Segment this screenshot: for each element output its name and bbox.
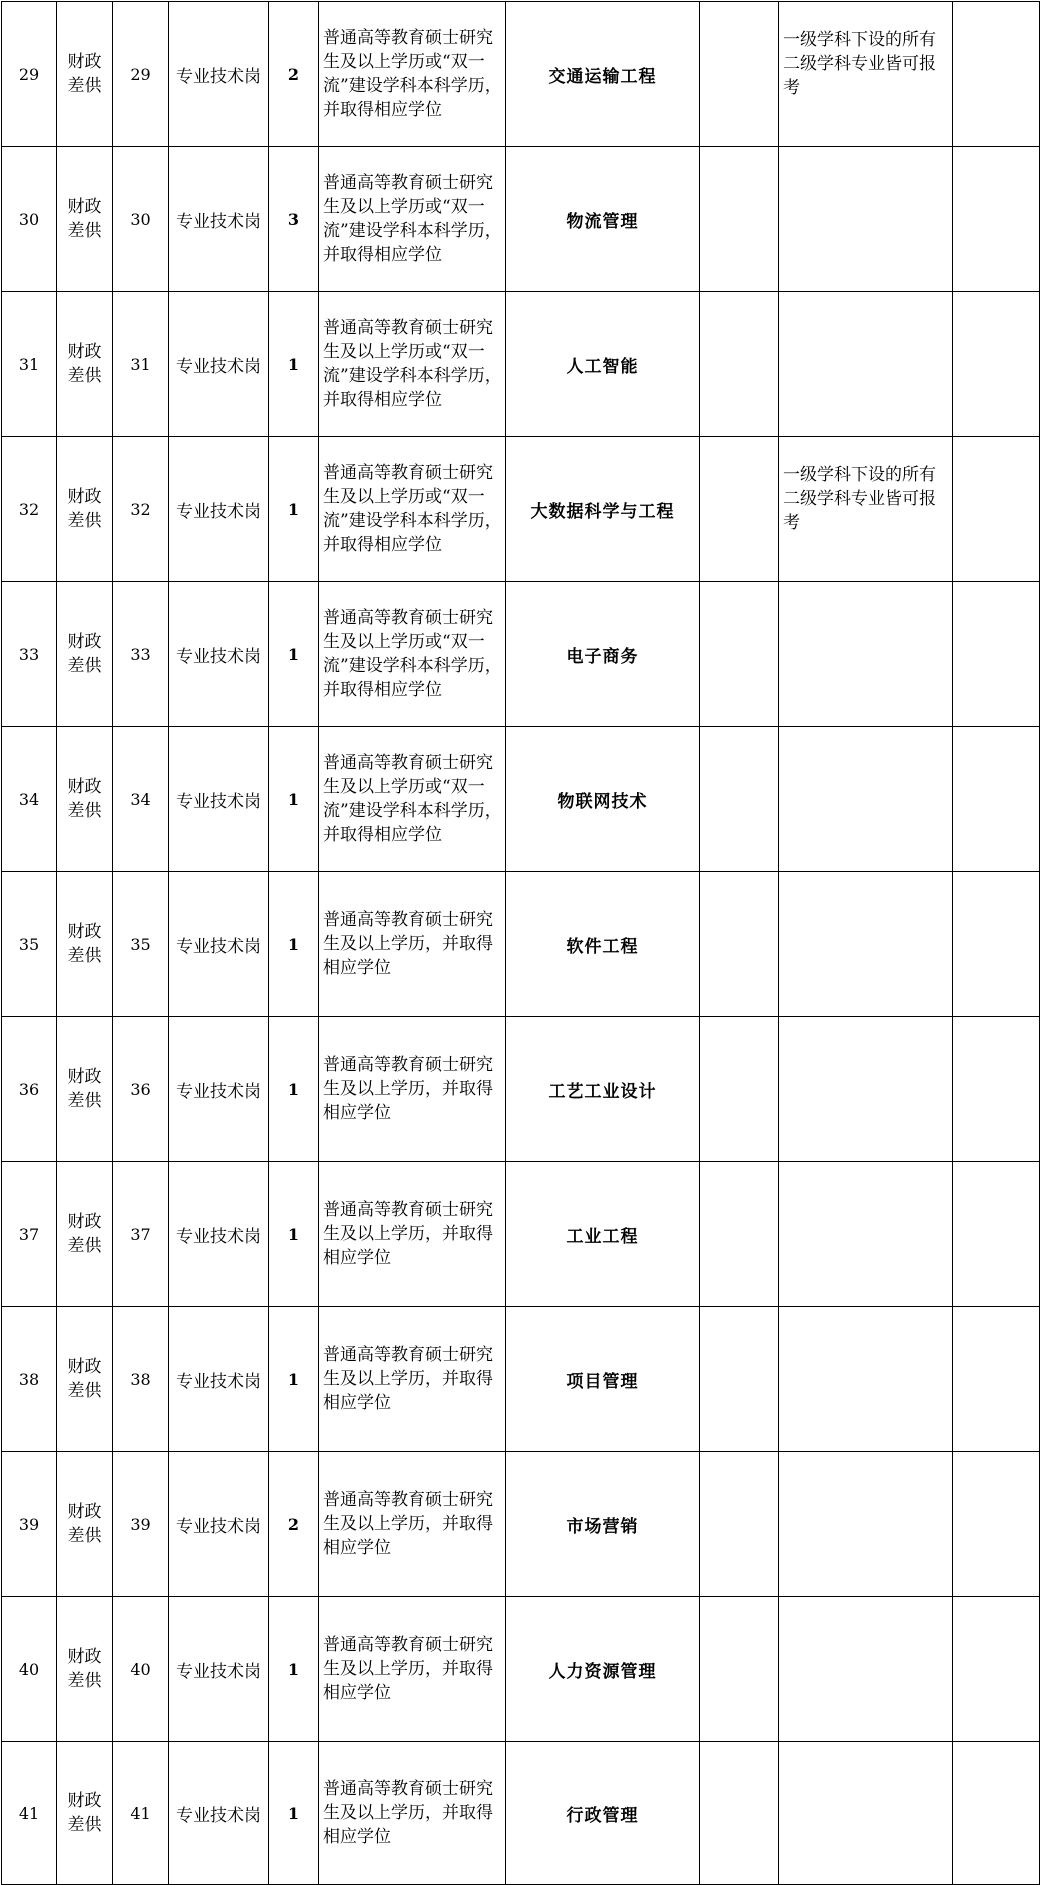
cell-post-type: 专业技术岗	[169, 2, 269, 147]
table-row	[2, 1742, 1040, 1885]
cell-funding-type: 财政差供	[57, 2, 113, 147]
cell-hire-count: 3	[269, 147, 319, 292]
cell-hire-count: 1	[269, 1017, 319, 1162]
cell-post-code: 36	[113, 1017, 169, 1162]
cell-other-requirement	[700, 727, 779, 872]
cell-education: 普通高等教育硕士研究生及以上学历，并取得相应学位	[319, 1017, 506, 1162]
cell-post-type: 专业技术岗	[169, 292, 269, 437]
cell-post-type: 专业技术岗	[169, 727, 269, 872]
cell-post-code: 41	[113, 1742, 169, 1885]
cell-seq: 30	[2, 147, 57, 292]
cell-remark	[779, 1162, 953, 1307]
cell-education: 普通高等教育硕士研究生及以上学历，并取得相应学位	[319, 872, 506, 1017]
cell-remark	[779, 1452, 953, 1597]
cell-funding-type: 财政差供	[57, 1017, 113, 1162]
cell-post-code: 34	[113, 727, 169, 872]
cell-funding-type: 财政差供	[57, 582, 113, 727]
cell-seq: 41	[2, 1742, 57, 1885]
cell-seq: 36	[2, 1017, 57, 1162]
cell-extra	[953, 1017, 1040, 1162]
table-row	[2, 1452, 1040, 1597]
cell-remark: 一级学科下设的所有二级学科专业皆可报考	[779, 437, 953, 582]
cell-extra	[953, 1597, 1040, 1742]
cell-post-code: 35	[113, 872, 169, 1017]
cell-hire-count: 1	[269, 582, 319, 727]
table-body	[2, 2, 1040, 1885]
cell-post-code: 33	[113, 582, 169, 727]
cell-remark	[779, 582, 953, 727]
cell-seq: 33	[2, 582, 57, 727]
cell-seq: 37	[2, 1162, 57, 1307]
cell-post-code: 39	[113, 1452, 169, 1597]
cell-major: 物联网技术	[506, 727, 700, 872]
cell-funding-type: 财政差供	[57, 1307, 113, 1452]
cell-education: 普通高等教育硕士研究生及以上学历，并取得相应学位	[319, 1452, 506, 1597]
cell-other-requirement	[700, 437, 779, 582]
table-row	[2, 1307, 1040, 1452]
cell-extra	[953, 1742, 1040, 1885]
cell-remark	[779, 1307, 953, 1452]
cell-education: 普通高等教育硕士研究生及以上学历，并取得相应学位	[319, 1742, 506, 1885]
cell-education: 普通高等教育硕士研究生及以上学历，并取得相应学位	[319, 1597, 506, 1742]
cell-major: 软件工程	[506, 872, 700, 1017]
cell-post-type: 专业技术岗	[169, 1162, 269, 1307]
cell-hire-count: 1	[269, 292, 319, 437]
cell-funding-type: 财政差供	[57, 1597, 113, 1742]
cell-extra	[953, 1307, 1040, 1452]
cell-major: 交通运输工程	[506, 2, 700, 147]
table-row	[2, 1597, 1040, 1742]
cell-seq: 34	[2, 727, 57, 872]
cell-post-type: 专业技术岗	[169, 1742, 269, 1885]
cell-seq: 39	[2, 1452, 57, 1597]
cell-post-type: 专业技术岗	[169, 872, 269, 1017]
cell-education: 普通高等教育硕士研究生及以上学历或“双一流”建设学科本科学历，并取得相应学位	[319, 727, 506, 872]
cell-other-requirement	[700, 1017, 779, 1162]
cell-education: 普通高等教育硕士研究生及以上学历，并取得相应学位	[319, 1307, 506, 1452]
cell-major: 电子商务	[506, 582, 700, 727]
cell-extra	[953, 437, 1040, 582]
cell-funding-type: 财政差供	[57, 1452, 113, 1597]
cell-extra	[953, 872, 1040, 1017]
cell-seq: 38	[2, 1307, 57, 1452]
table-row	[2, 292, 1040, 437]
cell-seq: 35	[2, 872, 57, 1017]
cell-remark	[779, 1742, 953, 1885]
cell-hire-count: 1	[269, 1307, 319, 1452]
cell-other-requirement	[700, 1162, 779, 1307]
table-row	[2, 1017, 1040, 1162]
cell-other-requirement	[700, 582, 779, 727]
cell-other-requirement	[700, 2, 779, 147]
table-row	[2, 582, 1040, 727]
cell-other-requirement	[700, 1307, 779, 1452]
cell-funding-type: 财政差供	[57, 727, 113, 872]
table-row	[2, 2, 1040, 147]
cell-hire-count: 1	[269, 437, 319, 582]
cell-major: 物流管理	[506, 147, 700, 292]
cell-post-code: 37	[113, 1162, 169, 1307]
cell-other-requirement	[700, 872, 779, 1017]
cell-post-code: 29	[113, 2, 169, 147]
cell-hire-count: 1	[269, 727, 319, 872]
table-row	[2, 147, 1040, 292]
cell-other-requirement	[700, 292, 779, 437]
cell-post-type: 专业技术岗	[169, 1307, 269, 1452]
cell-education: 普通高等教育硕士研究生及以上学历，并取得相应学位	[319, 1162, 506, 1307]
cell-major: 项目管理	[506, 1307, 700, 1452]
cell-post-type: 专业技术岗	[169, 1452, 269, 1597]
cell-education: 普通高等教育硕士研究生及以上学历或“双一流”建设学科本科学历，并取得相应学位	[319, 582, 506, 727]
cell-education: 普通高等教育硕士研究生及以上学历或“双一流”建设学科本科学历，并取得相应学位	[319, 292, 506, 437]
cell-remark	[779, 872, 953, 1017]
cell-other-requirement	[700, 1597, 779, 1742]
table-row	[2, 437, 1040, 582]
cell-hire-count: 1	[269, 872, 319, 1017]
cell-seq: 31	[2, 292, 57, 437]
cell-major: 人工智能	[506, 292, 700, 437]
cell-extra	[953, 147, 1040, 292]
cell-extra	[953, 582, 1040, 727]
cell-major: 工艺工业设计	[506, 1017, 700, 1162]
table-row	[2, 1162, 1040, 1307]
cell-major: 人力资源管理	[506, 1597, 700, 1742]
cell-funding-type: 财政差供	[57, 437, 113, 582]
cell-extra	[953, 1162, 1040, 1307]
cell-major: 行政管理	[506, 1742, 700, 1885]
cell-education: 普通高等教育硕士研究生及以上学历或“双一流”建设学科本科学历，并取得相应学位	[319, 147, 506, 292]
cell-post-code: 31	[113, 292, 169, 437]
cell-hire-count: 1	[269, 1597, 319, 1742]
cell-post-code: 32	[113, 437, 169, 582]
cell-extra	[953, 2, 1040, 147]
cell-major: 大数据科学与工程	[506, 437, 700, 582]
cell-extra	[953, 1452, 1040, 1597]
cell-funding-type: 财政差供	[57, 872, 113, 1017]
cell-hire-count: 2	[269, 2, 319, 147]
cell-seq: 29	[2, 2, 57, 147]
cell-post-type: 专业技术岗	[169, 437, 269, 582]
cell-remark: 一级学科下设的所有二级学科专业皆可报考	[779, 2, 953, 147]
cell-education: 普通高等教育硕士研究生及以上学历或“双一流”建设学科本科学历，并取得相应学位	[319, 2, 506, 147]
cell-remark	[779, 292, 953, 437]
cell-other-requirement	[700, 1452, 779, 1597]
cell-funding-type: 财政差供	[57, 1742, 113, 1885]
cell-education: 普通高等教育硕士研究生及以上学历或“双一流”建设学科本科学历，并取得相应学位	[319, 437, 506, 582]
cell-other-requirement	[700, 147, 779, 292]
cell-hire-count: 1	[269, 1742, 319, 1885]
cell-post-code: 40	[113, 1597, 169, 1742]
cell-post-code: 30	[113, 147, 169, 292]
cell-other-requirement	[700, 1742, 779, 1885]
cell-post-type: 专业技术岗	[169, 147, 269, 292]
cell-post-type: 专业技术岗	[169, 1597, 269, 1742]
recruitment-table	[1, 1, 1040, 1885]
cell-major: 市场营销	[506, 1452, 700, 1597]
cell-remark	[779, 1597, 953, 1742]
cell-post-type: 专业技术岗	[169, 1017, 269, 1162]
cell-post-code: 38	[113, 1307, 169, 1452]
cell-hire-count: 2	[269, 1452, 319, 1597]
table-row	[2, 727, 1040, 872]
cell-hire-count: 1	[269, 1162, 319, 1307]
cell-extra	[953, 292, 1040, 437]
cell-remark	[779, 727, 953, 872]
cell-funding-type: 财政差供	[57, 1162, 113, 1307]
cell-remark	[779, 147, 953, 292]
cell-funding-type: 财政差供	[57, 292, 113, 437]
cell-extra	[953, 727, 1040, 872]
cell-major: 工业工程	[506, 1162, 700, 1307]
cell-seq: 40	[2, 1597, 57, 1742]
table-row	[2, 872, 1040, 1017]
cell-post-type: 专业技术岗	[169, 582, 269, 727]
cell-funding-type: 财政差供	[57, 147, 113, 292]
cell-seq: 32	[2, 437, 57, 582]
cell-remark	[779, 1017, 953, 1162]
